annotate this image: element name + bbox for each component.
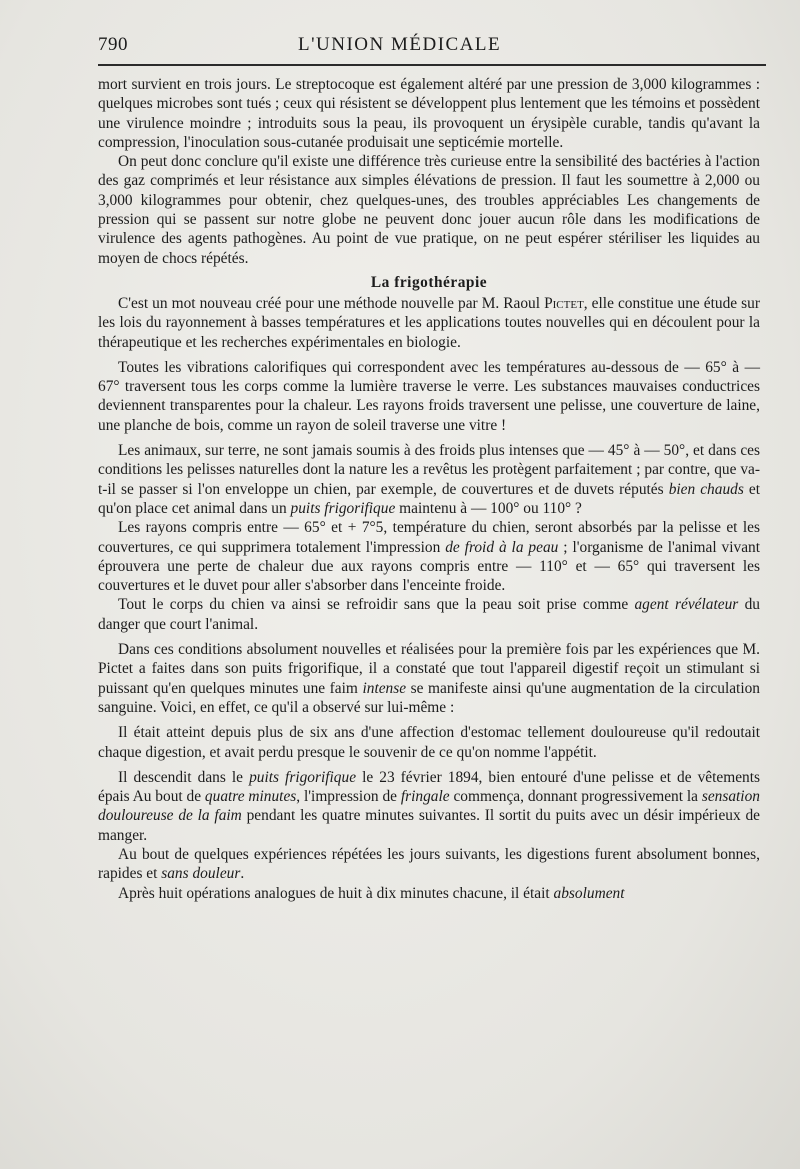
paragraph: [98, 723, 760, 762]
paragraph: [98, 595, 760, 634]
text-run: bien chauds: [668, 480, 744, 498]
page-number: 790: [98, 34, 128, 55]
paragraph: [98, 152, 760, 268]
page-header: [98, 34, 766, 66]
text-run: Au bout de quelques expériences répétées les jours suivants, les digestions furent absolument bonnes, rapides et: [98, 845, 760, 883]
text-run: Il était atteint depuis plus de six ans d'une affection d'estomac tellement douloureuse qu'il redoutait chaque digestion, et avait perdu presque le souvenir de ce qu'on nomme l'appétit.: [98, 724, 760, 761]
paragraph: [98, 75, 760, 152]
text-run: C'est un mot nouveau créé pour une méthode nouvelle par M. Raoul: [118, 294, 545, 312]
text-run: et qu'on place cet animal dans un: [98, 480, 760, 517]
text-run: commença, donnant progressivement la: [449, 788, 702, 806]
text-run: intense: [362, 679, 407, 697]
page-body: [98, 75, 760, 903]
text-run: Toutes les vibrations calorifiques qui correspondent avec les températures au-dessous de — 65° à — 67° traversent tous les corps comme la lumière traverse le verre. Les substances mauvaises conductrices deviennent transparentes pour la chaleur. Les rayons froids traversent une pelisse, une couverture de laine, une planche de bois, comme un rayon de soleil traverse une vitre !: [98, 358, 760, 434]
text-run: fringale: [400, 788, 450, 806]
text-run: sensation douloureuse de la faim: [98, 788, 760, 825]
text-run: Après huit opérations analogues de huit à dix minutes chacune, il était: [118, 884, 554, 902]
text-run: de froid à la peau: [445, 538, 559, 556]
text-run: du danger que court l'animal.: [98, 596, 760, 633]
text-run: , elle constitue une étude sur les lois du rayonnement à basses températures et les applications toutes nouvelles qui en découlent pour la thérapeutique et les recherches expérimentales en biologie.: [98, 294, 760, 351]
paragraph: [98, 518, 760, 595]
text-run: On peut donc conclure qu'il existe une différence très curieuse entre la sensibilité des bactéries à l'action des gaz comprimés et leur résistance aux simples élévations de pression. Il faut les soumettre à 2,000 ou 3,000 kilogrammes pour obtenir, chez quelques-unes, des troubles appréciables Les changements de pression qui se passent sur notre globe ne peuvent donc jouer aucun rôle dans les modifications de virulence des agents pathogènes. Au point de vue pratique, on ne peut espérer stériliser les liquides au moyen de chocs répétés.: [98, 153, 760, 267]
text-run: puits frigorifique: [290, 499, 396, 517]
text-run: Dans ces conditions absolument nouvelles et réalisées pour la première fois par les expériences que M. Pictet a faites dans son puits frigorifique, il a constaté que tout l'appareil digestif reçoit un stimulant si puissant qu'en quelques minutes une faim: [98, 641, 760, 697]
text-run: maintenu à — 100° ou 110° ?: [395, 499, 582, 517]
paragraph: [98, 884, 760, 903]
text-run: puits frigorifique: [249, 768, 357, 786]
text-run: Pictet: [544, 294, 584, 312]
text-run: Les rayons compris entre — 65° et + 7°5, température du chien, seront absorbés par la pelisse et les couvertures, ce qui supprimera totalement l'impression: [98, 519, 760, 556]
text-run: le 23 février 1894, bien entouré d'une pelisse et de vêtements épais Au bout de: [98, 768, 761, 806]
paragraph: [98, 441, 760, 518]
text-run: sans douleur: [161, 865, 241, 883]
section-heading: La frigothérapie: [370, 273, 488, 291]
text-run: absolument: [553, 884, 625, 902]
text-run: , l'impression de: [296, 788, 401, 806]
paragraph: [98, 294, 760, 352]
text-run: Les animaux, sur terre, ne sont jamais soumis à des froids plus intenses que — 45° à — 50°, et dans ces conditions les pelisses naturelles dont la nature les a revêtus les protègent parfaitement ; par contre, que va-t-il se passer si l'on enveloppe un chien, par exemple, de couvertures et de duvets réputés: [98, 442, 760, 498]
paragraph: [98, 768, 760, 845]
text-run: quatre minutes: [204, 788, 297, 806]
paragraph: [98, 358, 760, 435]
paragraph: [98, 845, 760, 884]
text-run: pendant les quatre minutes suivantes. Il sortit du puits avec un désir impérieux de manger.: [98, 807, 760, 844]
running-title: L'UNION MÉDICALE: [298, 34, 502, 55]
text-run: ; l'organisme de l'animal vivant éprouvera une perte de chaleur due aux rayons compris entre — 110° et — 65° qui traversent les couvertures et le duvet pour aller s'absorber dans l'enceinte froide.: [98, 538, 760, 595]
paragraph: [98, 640, 760, 717]
text-run: Il descendit dans le: [118, 768, 250, 786]
text-run: Tout le corps du chien va ainsi se refroidir sans que la peau soit prise comme: [118, 596, 635, 614]
text-run: se manifeste ainsi qu'une augmentation de la circulation sanguine. Voici, en effet, ce qu'il a observé sur lui-même :: [98, 679, 761, 716]
text-run: .: [240, 865, 245, 883]
text-run: mort survient en trois jours. Le streptocoque est également altéré par une pression de 3,000 kilogrammes : quelques microbes sont tués ; ceux qui résistent se développent plus lentement que les témoins et possèdent une virulence moindre ; introduits sous la peau, ils provoquent un érysipèle curable, tandis qu'avant la compression, l'inoculation sous-cutanée produisait une septicémie mortelle.: [98, 76, 760, 151]
text-run: agent révélateur: [634, 596, 739, 614]
